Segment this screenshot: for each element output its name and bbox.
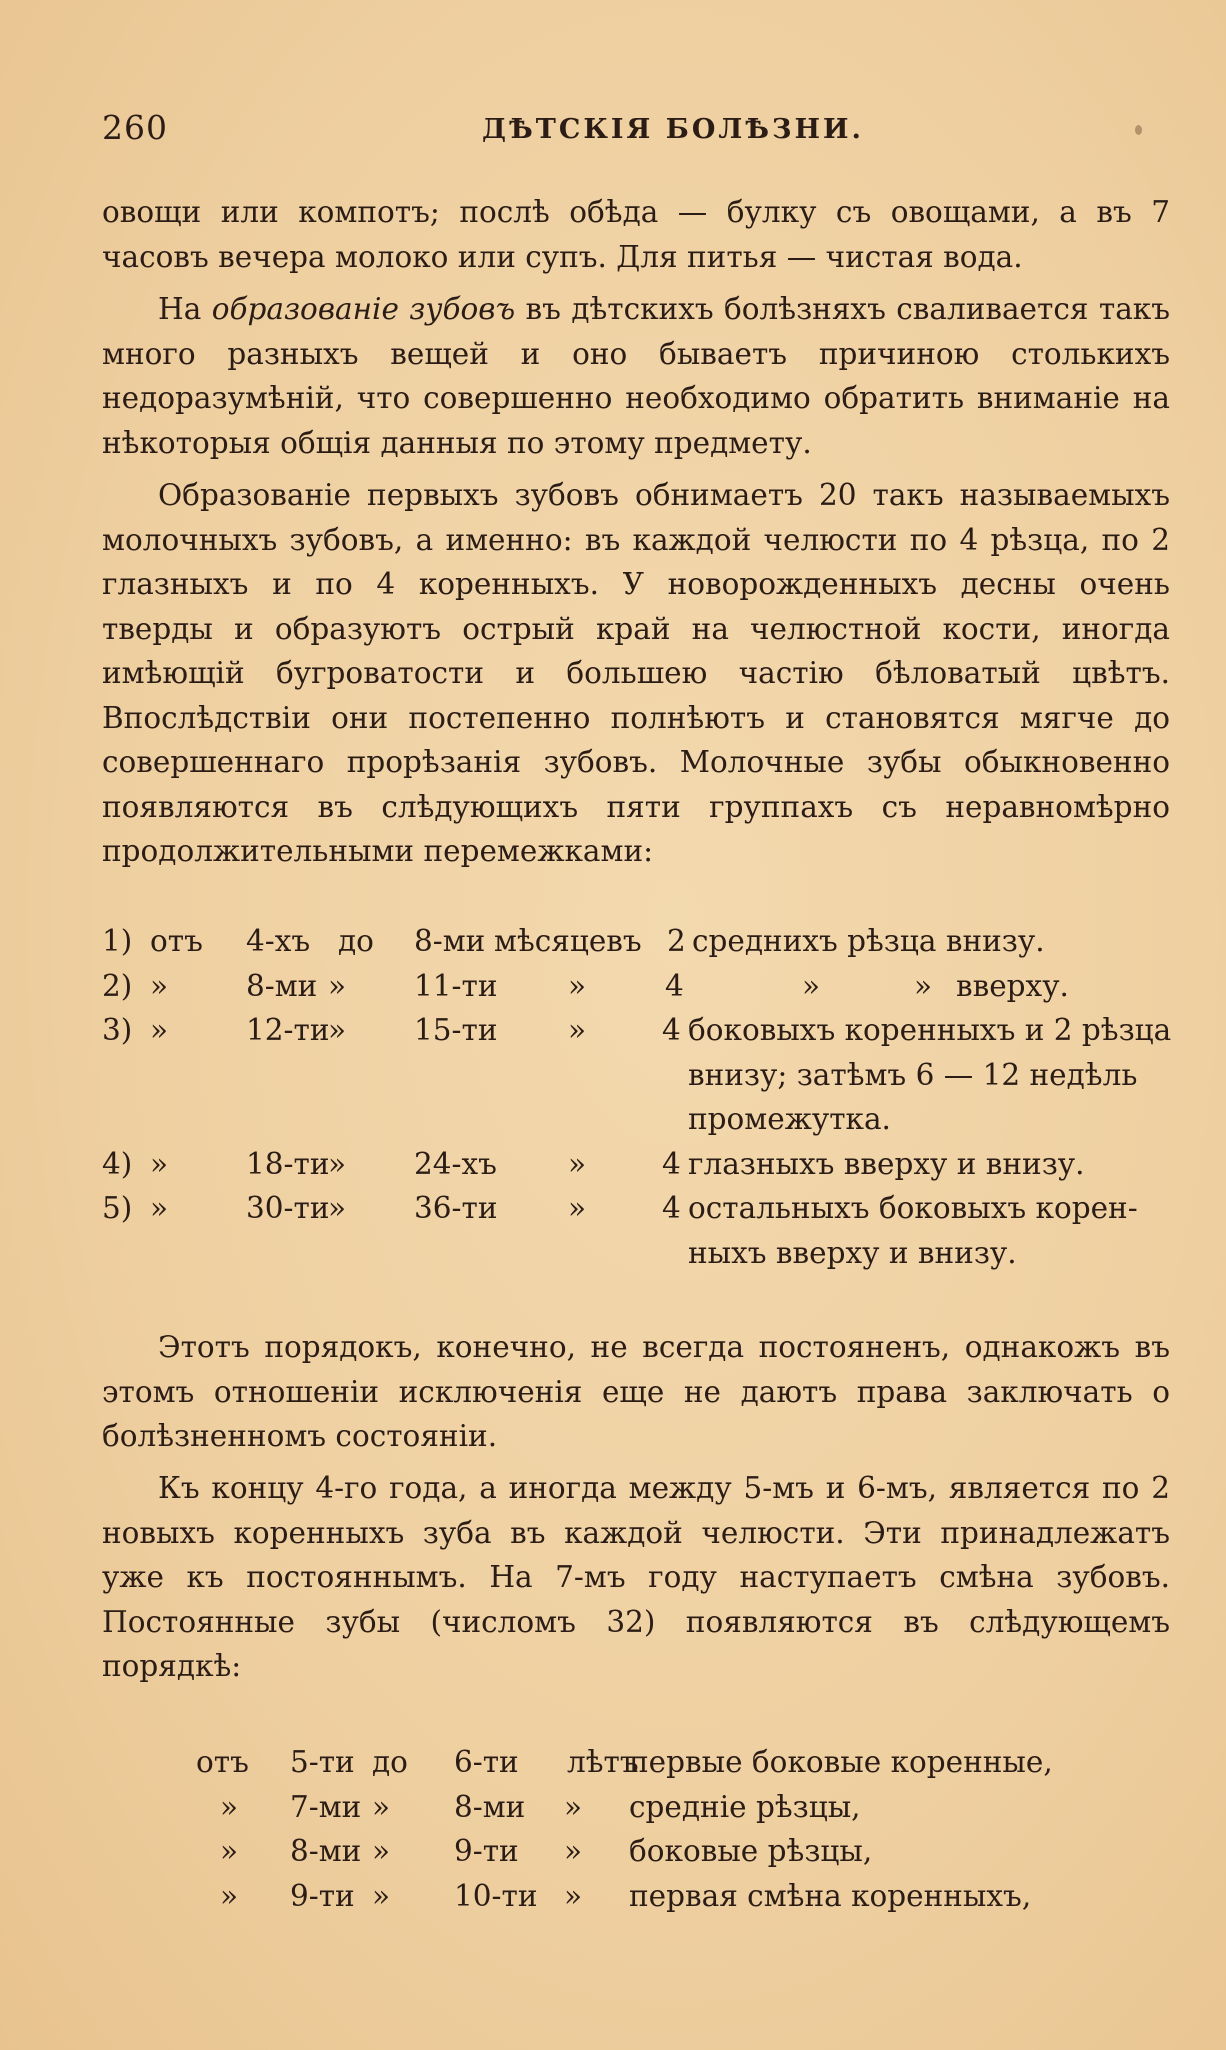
table-cell-to: »	[372, 1878, 391, 1913]
page-header	[102, 108, 1172, 154]
table-cell-desc: глазныхъ вверху и внизу.	[688, 1146, 1085, 1181]
table-cell-from: »	[220, 1789, 239, 1824]
table-cell-to: »	[372, 1789, 391, 1824]
table-cell-desc-continuation: промежутка.	[688, 1102, 891, 1136]
table-cell-a: 4-хъ	[246, 924, 311, 958]
table-cell-desc-continuation: внизу; затѣмъ 6 — 12 недѣль	[688, 1057, 1138, 1092]
table-cell-desc3: вверху.	[956, 968, 1069, 1003]
table-cell-desc: »	[802, 968, 821, 1003]
table-cell-unit: »	[564, 1834, 583, 1868]
table-cell-desc: боковые рѣзцы,	[629, 1834, 873, 1868]
table-cell-unit: лѣтъ	[567, 1745, 639, 1779]
table-cell-a: 8-ми	[290, 1834, 362, 1868]
table-cell-to: »	[328, 968, 347, 1003]
table-cell-b: 24-хъ	[414, 1146, 497, 1181]
table-cell-b: 8-ми	[414, 924, 486, 958]
table-row-continuation	[102, 1053, 1172, 1098]
table-cell-b: 6-ти	[454, 1745, 519, 1779]
table-cell-from: отъ	[196, 1745, 249, 1779]
table-cell-desc2: »	[914, 968, 933, 1003]
paragraph-order-note: Этотъ порядокъ, конечно, не всегда постояненъ, однакожъ въ этомъ отношеніи исключенія еще не даютъ права заключать о болѣзненномъ состояніи.	[102, 1330, 1170, 1453]
italic-term: образованіе зубовъ	[211, 292, 516, 326]
table-cell-num: 5)	[102, 1191, 133, 1225]
table-row	[102, 1874, 1172, 1919]
table-cell-a: 5-ти	[290, 1745, 355, 1779]
table-cell-a: 30-ти	[246, 1191, 330, 1225]
table-row	[102, 1142, 1172, 1187]
table-row	[102, 1829, 1172, 1874]
table-cell-unit: »	[568, 968, 587, 1003]
table-cell-count: 4	[662, 1013, 681, 1047]
table-row	[102, 1186, 1172, 1231]
table-cell-count: 4	[662, 1191, 681, 1225]
table-cell-to: »	[328, 1146, 347, 1181]
table-cell-from: »	[150, 1191, 169, 1225]
table-cell-a: 9-ти	[290, 1878, 355, 1913]
table-cell-unit: »	[564, 1878, 583, 1913]
table-row-continuation	[102, 1231, 1172, 1276]
ink-speck	[1135, 125, 1142, 135]
table-cell-unit: »	[568, 1146, 587, 1181]
milk-teeth-table	[102, 919, 1172, 1275]
table-cell-from: »	[220, 1834, 239, 1868]
table-cell-desc: первая смѣна коренныхъ,	[629, 1878, 1032, 1913]
table-cell-to: »	[328, 1013, 347, 1047]
paragraph-diet-end: овощи или компотъ; послѣ обѣда — булку съ овощами, а въ 7 часовъ вечера молоко или супъ. Для питья — чистая вода.	[102, 195, 1170, 274]
page-number: 260	[102, 108, 168, 147]
table-cell-desc: остальныхъ боковыхъ корен-	[688, 1191, 1138, 1225]
table-row	[102, 1785, 1172, 1830]
table-cell-b: 9-ти	[454, 1834, 519, 1868]
table-cell-unit: мѣсяцевъ	[494, 924, 642, 958]
table-cell-desc: среднихъ рѣзца внизу.	[692, 924, 1045, 958]
table-cell-from: отъ	[150, 924, 203, 958]
table-cell-count: 4	[665, 968, 684, 1003]
running-title: ДѢТСКІЯ БОЛѢЗНИ.	[482, 114, 864, 145]
table-cell-a: 18-ти	[246, 1146, 330, 1181]
table-cell-a: 12-ти	[246, 1013, 330, 1047]
paragraph-teething-intro	[102, 287, 1170, 465]
table-cell-b: 11-ти	[414, 968, 498, 1003]
table-cell-desc: средніе рѣзцы,	[629, 1789, 861, 1824]
table-cell-to: »	[328, 1191, 347, 1225]
table-cell-unit: »	[568, 1191, 587, 1225]
table-row	[102, 1008, 1172, 1053]
table-row	[102, 1740, 1172, 1785]
table-row	[102, 964, 1172, 1009]
table-row-continuation	[102, 1097, 1172, 1142]
table-cell-from: »	[220, 1878, 239, 1913]
table-cell-desc-continuation: ныхъ вверху и внизу.	[688, 1235, 1017, 1270]
table-cell-to: до	[338, 924, 374, 958]
paragraph-teething-rest: въ дѣтскихъ болѣзняхъ сваливается такъ много разныхъ вещей и оно бываетъ причиною столькихъ недоразумѣній, что совершенно необходимо обратить вниманіе на нѣкоторыя общія данныя по этому предмету.	[102, 292, 1170, 460]
table-cell-num: 3)	[102, 1013, 133, 1047]
table-cell-from: »	[150, 1013, 169, 1047]
paragraph-milk-teeth: Образованіе первыхъ зубовъ обнимаетъ 20 такъ называемыхъ молочныхъ зубовъ, а именно: въ каждой челюсти по 4 рѣзца, по 2 глазныхъ и по 4 коренныхъ. У новорожденныхъ десны очень тверды и образуютъ острый край на челюстной кости, иногда имѣющій бугроватости и большею частію бѣловатый цвѣтъ. Впослѣдствіи они постепенно полнѣютъ и становятся мягче до совершеннаго прорѣзанія зубовъ. Молочные зубы обыкновенно появляются въ слѣдующихъ пяти группахъ съ неравномѣрно продолжительными перемежками:	[102, 478, 1170, 868]
paragraph-permanent-teeth: Къ концу 4-го года, а иногда между 5-мъ и 6-мъ, является по 2 новыхъ коренныхъ зуба въ каждой челюсти. Эти принадлежатъ уже къ постояннымъ. На 7-мъ году наступаетъ смѣна зубовъ. Постоянные зубы (числомъ 32) появляются въ слѣдующемъ порядкѣ:	[102, 1471, 1170, 1683]
table-cell-b: 15-ти	[414, 1013, 498, 1047]
table-cell-count: 4	[662, 1146, 681, 1181]
table-cell-desc: боковыхъ коренныхъ и 2 рѣзца	[688, 1013, 1172, 1047]
paragraph-teething-lead: На	[158, 292, 212, 326]
table-cell-b: 8-ми	[454, 1789, 526, 1824]
table-cell-num: 2)	[102, 968, 133, 1003]
table-cell-b: 10-ти	[454, 1878, 538, 1913]
table-cell-count: 2	[667, 924, 686, 958]
table-cell-a: 7-ми	[290, 1789, 362, 1824]
table-cell-to: до	[372, 1745, 408, 1779]
table-row	[102, 919, 1172, 964]
table-cell-unit: »	[568, 1013, 587, 1047]
table-cell-num: 4)	[102, 1146, 133, 1181]
table-cell-num: 1)	[102, 924, 133, 958]
table-cell-b: 36-ти	[414, 1191, 498, 1225]
table-cell-from: »	[150, 968, 169, 1003]
table-cell-from: »	[150, 1146, 169, 1181]
table-cell-unit: »	[564, 1789, 583, 1824]
table-cell-a: 8-ми	[246, 968, 318, 1003]
table-cell-to: »	[372, 1834, 391, 1868]
table-cell-desc: первые боковые коренные,	[629, 1745, 1053, 1779]
permanent-teeth-table	[102, 1740, 1172, 1918]
